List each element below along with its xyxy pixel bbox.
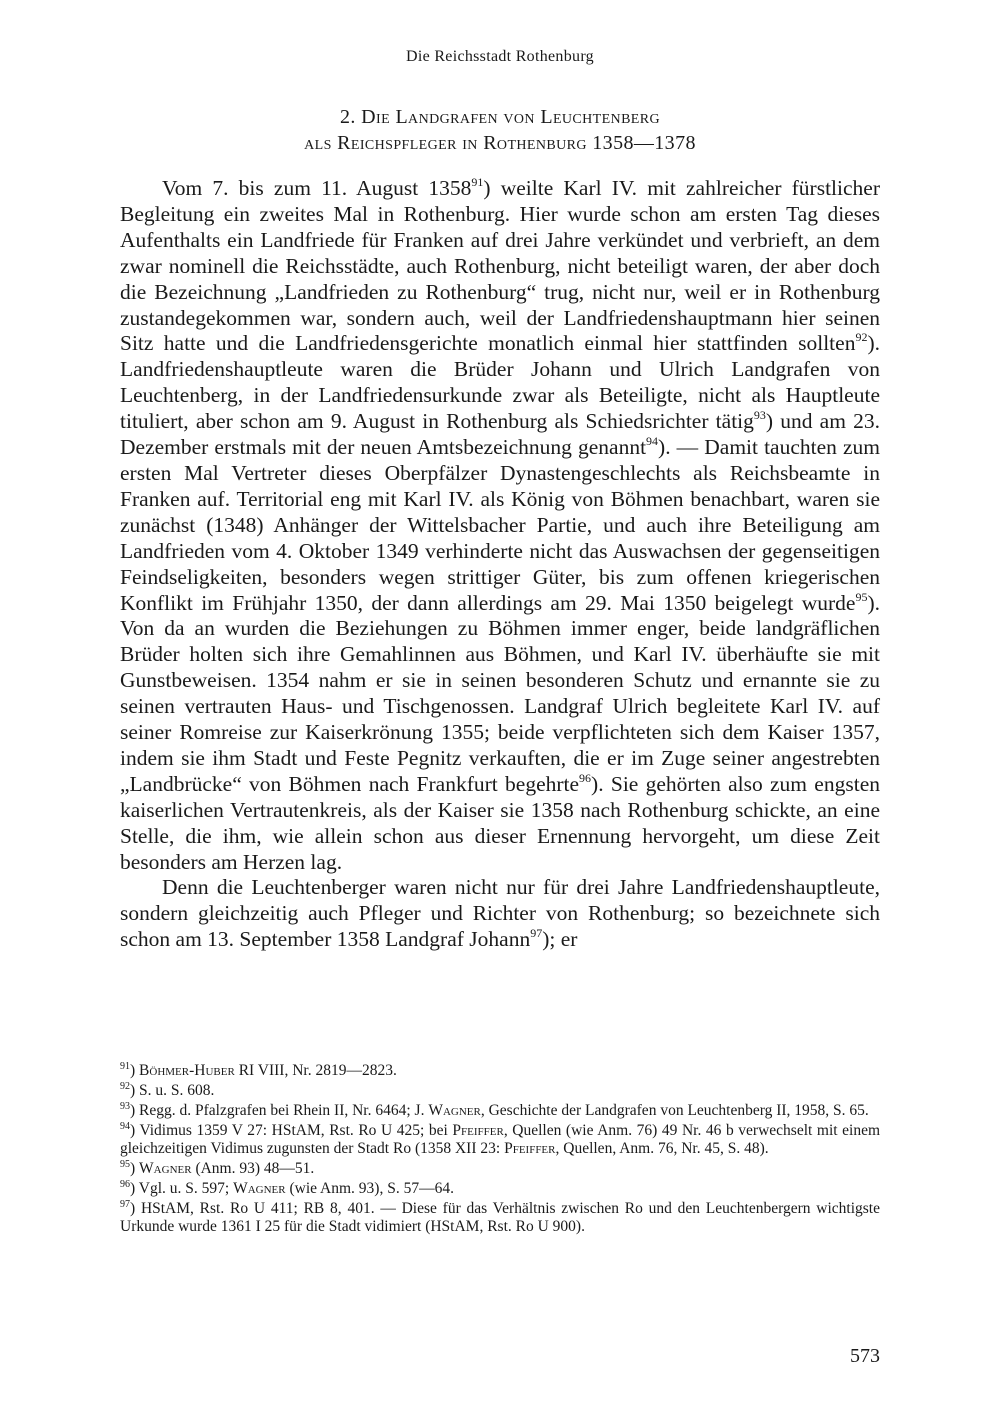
footnote-95: $^{95}$) Wagner (Anm. 93) 48—51. xyxy=(120,1159,315,1177)
footnote-ref-94: 94 xyxy=(646,434,659,449)
footnote-text: RI VIII, Nr. 2819—2823. xyxy=(234,1062,397,1079)
footnote-number: 93 xyxy=(120,1101,130,1112)
author-name: Wagner xyxy=(139,1160,192,1177)
paragraph-2 xyxy=(120,875,880,953)
running-head: Die Reichsstadt Rothenburg xyxy=(406,48,594,65)
footnotes xyxy=(120,1062,880,1238)
text-run: Denn die Leuchtenberger waren nicht nur für drei Jahre Landfriedenshauptleute, sondern gleichzeitig auch Pfleger und Richter von Rothenburg; so bezeichnete sich schon am 13. September 1358 Landgraf Johann xyxy=(120,875,880,952)
text-run: Vom 7. bis zum 11. August 1358 xyxy=(162,176,472,200)
footnote-text: (Anm. 93) 48—51. xyxy=(191,1160,315,1177)
footnote-92: $^{92}$) S. u. S. 608. xyxy=(120,1081,215,1099)
footnote-ref-93: 93 xyxy=(753,408,766,423)
footnote-text: (wie Anm. 93), S. 57—64. xyxy=(285,1180,454,1197)
footnote-number: 97 xyxy=(120,1199,130,1210)
footnote-94: $^{94}$) Vidimus 1359 V 27: HStAM, Rst. Ro U 425; bei Pfeiffer, Quellen (wie Anm. 76) 49 Nr. 46 b verwechselt mit einem gleichzeitigen Vidimus zugunsten der Stadt Ro (1358 XII 23: Pfeiffer, Quellen, Anm. 76, Nr. 45, S. 48). xyxy=(120,1121,881,1157)
footnote-text: Regg. d. Pfalzgrafen bei Rhein II, Nr. 6464; J. xyxy=(139,1102,429,1119)
footnote-93: $^{93}$) Regg. d. Pfalzgrafen bei Rhein II, Nr. 6464; J. Wagner, Geschichte der Landgrafen von Leuchtenberg II, 1958, S. 65. xyxy=(120,1101,869,1119)
text-run: ); er xyxy=(542,927,578,952)
text-run: ) und am 23. Dezember erstmals mit der neuen Amtsbezeichnung genannt xyxy=(120,409,881,460)
section-title-line-2: als Reichspfleger in Rothenburg 1358—1378 xyxy=(304,132,696,154)
footnote-91: $^{91}$) Böhmer-Huber RI VIII, Nr. 2819—2823. xyxy=(120,1061,397,1079)
author-name: Wagner xyxy=(233,1180,286,1197)
footnote-number: 91 xyxy=(120,1061,130,1072)
footnote-ref-92: 92 xyxy=(855,330,868,345)
footnote-text: , Geschichte der Landgrafen von Leuchtenberg II, 1958, S. 65. xyxy=(480,1102,869,1119)
author-name: Böhmer-Huber xyxy=(139,1062,235,1079)
footnote-number: 92 xyxy=(120,1081,130,1092)
text-run: ). — Damit tauchten zum ersten Mal Vertreter dieses Oberpfälzer Dynastengeschlechts als Reichsbeamte in Franken auf. Territorial eng mit Karl IV. als König von Böhmen benachbart, waren sie zunächst (1348) Anhänger der Wittelsbacher Partie, und auch ihre Beteiligung am Landfrieden vom 4. Oktober 1349 verhinderte nicht das Auswachsen der gegenseitigen Feindseligkeiten, besonders wegen strittiger Güter, bis zum offenen kriegerischen Konflikt im Frühjahr 1350, der dann allerdings am 29. Mai 1350 beigelegt wurde xyxy=(120,435,880,615)
author-name: Pfeiffer xyxy=(452,1122,504,1139)
author-name: Wagner xyxy=(428,1102,481,1119)
footnote-text: , Quellen, Anm. 76, Nr. 45, S. 48). xyxy=(555,1140,769,1157)
footnote-text: , Quellen (wie Anm. 76) 49 Nr. 46 b verwechselt mit einem gleichzeitigen Vidimus zugunsten der Stadt Ro (1358 XII 23: xyxy=(120,1122,881,1157)
footnote-97: $^{97}$) HStAM, Rst. Ro U 411; RB 8, 401. — Diese für das Verhältnis zwischen Ro und den Leuchtenbergern wichtigste Urkunde wurde 1361 I 25 für die Stadt vidimiert (HStAM, Rst. Ro U 900). xyxy=(120,1199,880,1235)
book-page xyxy=(120,0,880,1419)
footnote-ref-95: 95 xyxy=(855,589,868,604)
footnote-ref-91: 91 xyxy=(471,175,484,189)
page-number: 573 xyxy=(850,1345,880,1367)
section-title-line-1: 2. Die Landgrafen von Leuchtenberg xyxy=(339,106,661,128)
footnote-text: Vidimus 1359 V 27: HStAM, Rst. Ro U 425; bei xyxy=(139,1122,453,1139)
text-run: ) weilte Karl IV. mit zahlreicher fürstlicher Begleitung ein zweites Mal in Rothenburg. Hier wurde schon am ersten Tag dieses Aufenthalts ein Landfriede für Franken auf drei Jahre verkündet und verbrieft, an dem zwar nominell die Reichsstädte, auch Rothenburg, nicht beteiligt waren, der aber doch die Bezeichnung „Landfrieden zu Rothenburg“ trug, nicht nur, weil er in Rothenburg zustandegekommen war, sondern auch, weil der Landfriedenshauptmann hier seinen Sitz hatte und die Landfriedensgerichte monatlich einmal hier stattfinden sollten xyxy=(120,176,880,356)
section-title xyxy=(120,104,880,156)
footnote-number: 95 xyxy=(120,1159,130,1170)
footnote-ref-97: 97 xyxy=(530,926,543,941)
footnote-ref-96: 96 xyxy=(579,770,592,785)
footnote-text: S. u. S. 608. xyxy=(139,1082,215,1099)
footnote-text: HStAM, Rst. Ro U 411; RB 8, 401. — Diese für das Verhältnis zwischen Ro und den Leuchtenbergern wichtigste Urkunde wurde 1361 I 25 für die Stadt vidimiert (HStAM, Rst. Ro U 900). xyxy=(120,1200,880,1235)
text-run: ). Von da an wurden die Beziehungen zu Böhmen immer enger, beide landgräflichen Brüder holten sich ihre Gemahlinnen aus Böhmen, und Karl IV. überhäufte sie mit Gunstbeweisen. 1354 nahm er sie in seinen besonderen Schutz und ernannte sie zu seinen vertrauten Haus- und Tischgenossen. Landgraf Ulrich begleitete Karl IV. auf seiner Romreise zur Kaiserkrönung 1355; beide verpflichteten sich dem Kaiser 1357, indem sie ihm Stadt und Feste Pegnitz verkauften, die er im Zuge seiner angestrebten „Landbrücke“ von Böhmen nach Frankfurt begehrte xyxy=(120,590,880,796)
footnote-number: 94 xyxy=(120,1121,130,1132)
footnote-text: Vgl. u. S. 597; xyxy=(138,1180,234,1197)
author-name: Pfeiffer xyxy=(504,1140,556,1157)
footnote-number: 96 xyxy=(120,1179,130,1190)
footnote-96: $^{96}$) Vgl. u. S. 597; Wagner (wie Anm. 93), S. 57—64. xyxy=(120,1179,454,1197)
text-run: ). Landfriedenshauptleute waren die Brüder Johann und Ulrich Landgrafen von Leuchtenberg, in der Landfriedensurkunde zwar als Beteiligte, nicht als Hauptleute tituliert, aber schon am 9. August in Rothenburg als Schiedsrichter tätig xyxy=(120,331,880,434)
paragraph-1 xyxy=(120,176,880,875)
body-text xyxy=(120,176,880,953)
text-run: ). Sie gehörten also zum engsten kaiserlichen Vertrautenkreis, als der Kaiser sie 1358 nach Rothenburg schickte, an eine Stelle, die ihm, wie allein schon aus dieser Ernennung hervorgeht, um diese Zeit besonders am Herzen lag. xyxy=(120,771,880,874)
